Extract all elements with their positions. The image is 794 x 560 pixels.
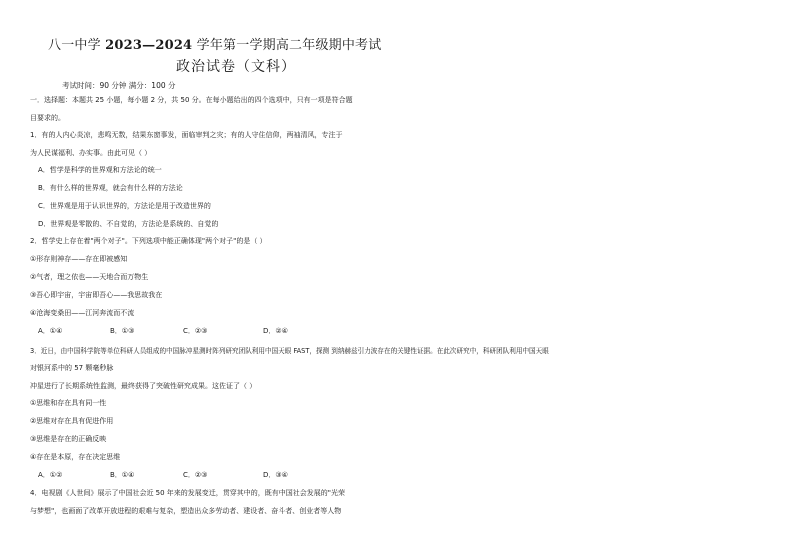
exam-subtitle: 政治试卷（文科）	[176, 59, 296, 75]
q2-item-1: ①形存则神存——存在即被感知	[30, 255, 128, 263]
q1-option-d: D．世界观是零散的、不自觉的，方法论是系统的、自觉的	[38, 220, 219, 228]
q2-item-2: ②气者，理之依也——天地合而万物生	[30, 273, 149, 281]
section-intro-line1: 一．选择题：本题共 25 小题，每小题 2 分，共 50 分。在每小题给出的四个选项中，只有一项是符合题	[30, 96, 353, 104]
q3-item-1: ①思维和存在具有同一性	[30, 399, 107, 407]
q3-answer-b: B．①④	[110, 471, 135, 479]
q2-stem: 2．哲学史上存在着"两个对子"。下列选项中能正确体现"两个对子"的是（ ）	[30, 237, 267, 245]
q2-answer-d: D．②④	[263, 327, 288, 335]
exam-title	[48, 34, 381, 53]
q2-item-3: ③吾心即宇宙，宇宙即吾心——我思故我在	[30, 291, 163, 299]
q4-stem-line1: 4．电视剧《人世间》展示了中国社会近 50 年来的发展变迁，贯穿其中的，既有中国社会发展的"光荣	[30, 489, 346, 497]
q3-answer-d: D．③④	[263, 471, 288, 479]
q2-answer-b: B．①③	[110, 327, 135, 335]
q3-answer-a: A．①②	[38, 471, 63, 479]
q2-answer-c: C．②③	[183, 327, 208, 335]
q1-stem-line1: 1．有的人内心炎凉，悲鸣无数，结果东窗事发，面临审判之灾；有的人守住信仰，两袖清风，专注于	[30, 131, 343, 139]
title-prefix: 八一中学	[48, 38, 106, 53]
q3-item-3: ③思维是存在的正确反映	[30, 435, 107, 443]
q1-option-b: B．有什么样的世界观，就会有什么样的方法论	[38, 184, 183, 192]
q3-stem-line1: 3．近日，由中国科学院等单位科研人员组成的中国脉冲星测时阵列研究团队利用中国天眼 FAST，探测 到纳赫兹引力波存在的关键性证据。在此次研究中，科研团队利用中国天眼	[30, 347, 549, 355]
q3-stem-line3: 冲星进行了长期系统性监测，最终获得了突破性研究成果。这佐证了（ ）	[30, 382, 257, 390]
q1-option-a: A．哲学是科学的世界观和方法论的统一	[38, 166, 162, 174]
q3-item-2: ②思维对存在具有促进作用	[30, 417, 114, 425]
section-intro-line2: 目要求的。	[30, 114, 65, 122]
q4-stem-line2: 与梦想"，也画面了改革开放进程的艰难与复杂，塑造出众多劳动者、建设者、奋斗者、创业者等人物	[30, 507, 342, 515]
q1-option-c: C．世界观是用于认识世界的，方法论是用于改造世界的	[38, 202, 211, 210]
q3-item-4: ④存在是本原，存在决定思维	[30, 453, 121, 461]
title-suffix: 学年第一学期高二年级期中考试	[192, 38, 382, 53]
title-years: 2023—2024	[105, 38, 193, 53]
q2-answer-a: A．①④	[38, 327, 63, 335]
q2-item-4: ④沧海变桑田——江河奔流而不流	[30, 309, 135, 317]
q1-stem-line2: 为人民谋福利、办实事。由此可见（ ）	[30, 149, 152, 157]
q3-stem-line2: 对银河系中的 57 颗毫秒脉	[30, 364, 114, 372]
q3-answer-c: C．②③	[183, 471, 208, 479]
exam-info: 考试时间：90 分钟 满分：100 分	[62, 81, 176, 90]
